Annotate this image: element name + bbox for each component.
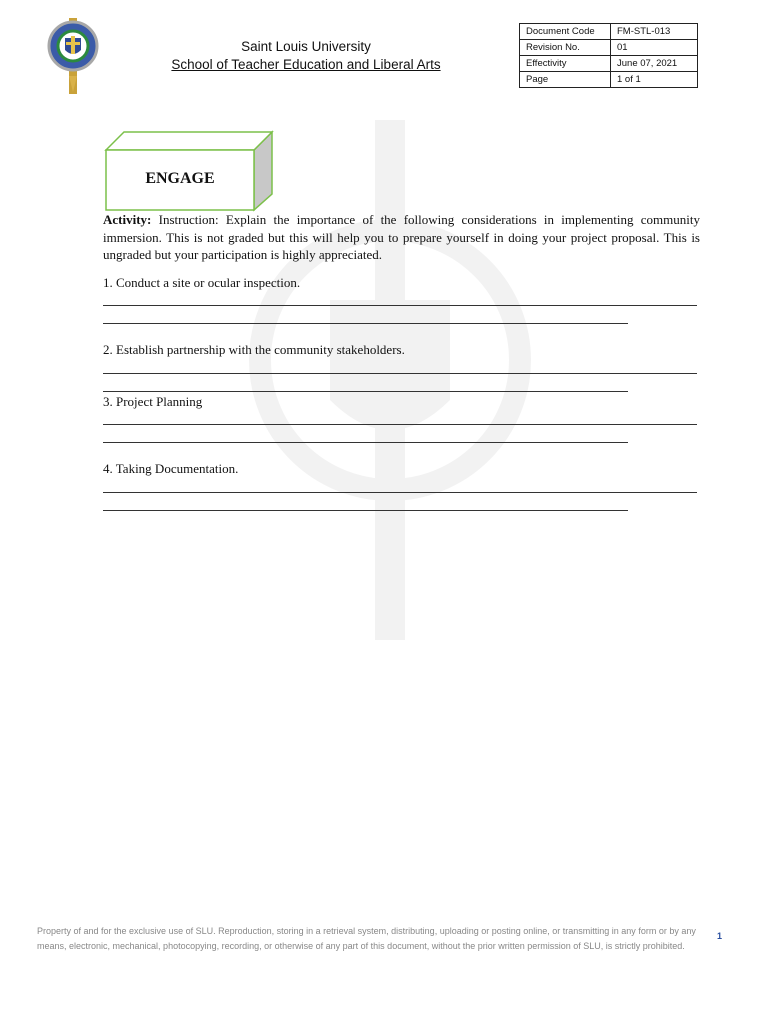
table-row [520, 40, 698, 56]
revision-label: Revision No. [520, 40, 611, 56]
footer-notice: Property of and for the exclusive use of SLU. Reproduction, storing in a retrieval system, distributing, uploading or posting online, or transmitting in any form or by any means, electronic, mechanical, photocopying, recording, or otherwise of any part of this document, without the prior written permission of SLU, is strictly prohibited. [37, 926, 696, 951]
effectivity-label: Effectivity [520, 56, 611, 72]
question-3: 3. Project Planning [103, 393, 203, 409]
question-4: 4. Taking Documentation. [103, 461, 239, 476]
page-value: 1 of 1 [611, 72, 698, 88]
effectivity-value: June 07, 2021 [611, 56, 698, 72]
table-row [520, 24, 698, 40]
question-1: 1. Conduct a site or ocular inspection. [103, 274, 301, 290]
school-name: School of Teacher Education and Liberal Arts [171, 57, 441, 72]
document-control-table [519, 23, 698, 88]
activity-content [103, 211, 700, 511]
page-number: 1 [717, 931, 723, 941]
revision-value: 01 [611, 40, 698, 56]
section-title: ENGAGE [145, 170, 215, 187]
header-title-block [160, 38, 452, 74]
table-row [520, 72, 698, 88]
doc-code-label: Document Code [520, 24, 611, 40]
table-row [520, 56, 698, 72]
activity-label: Activity: [103, 212, 152, 227]
activity-instruction [103, 211, 700, 264]
university-name: Saint Louis University [241, 39, 371, 54]
answer-line[interactable] [103, 510, 628, 511]
university-seal-icon [42, 16, 104, 96]
question-2: 2. Establish partnership with the community stakeholders. [103, 342, 405, 357]
page-label: Page [520, 72, 611, 88]
doc-code-value: FM-STL-013 [611, 24, 698, 40]
instruction-text: Instruction: Explain the importance of the following considerations in implementing community immersion. This is not graded but this will help you to prepare yourself in doing your project proposal. This is ungraded but your participation is highly appreciated. [103, 212, 700, 262]
